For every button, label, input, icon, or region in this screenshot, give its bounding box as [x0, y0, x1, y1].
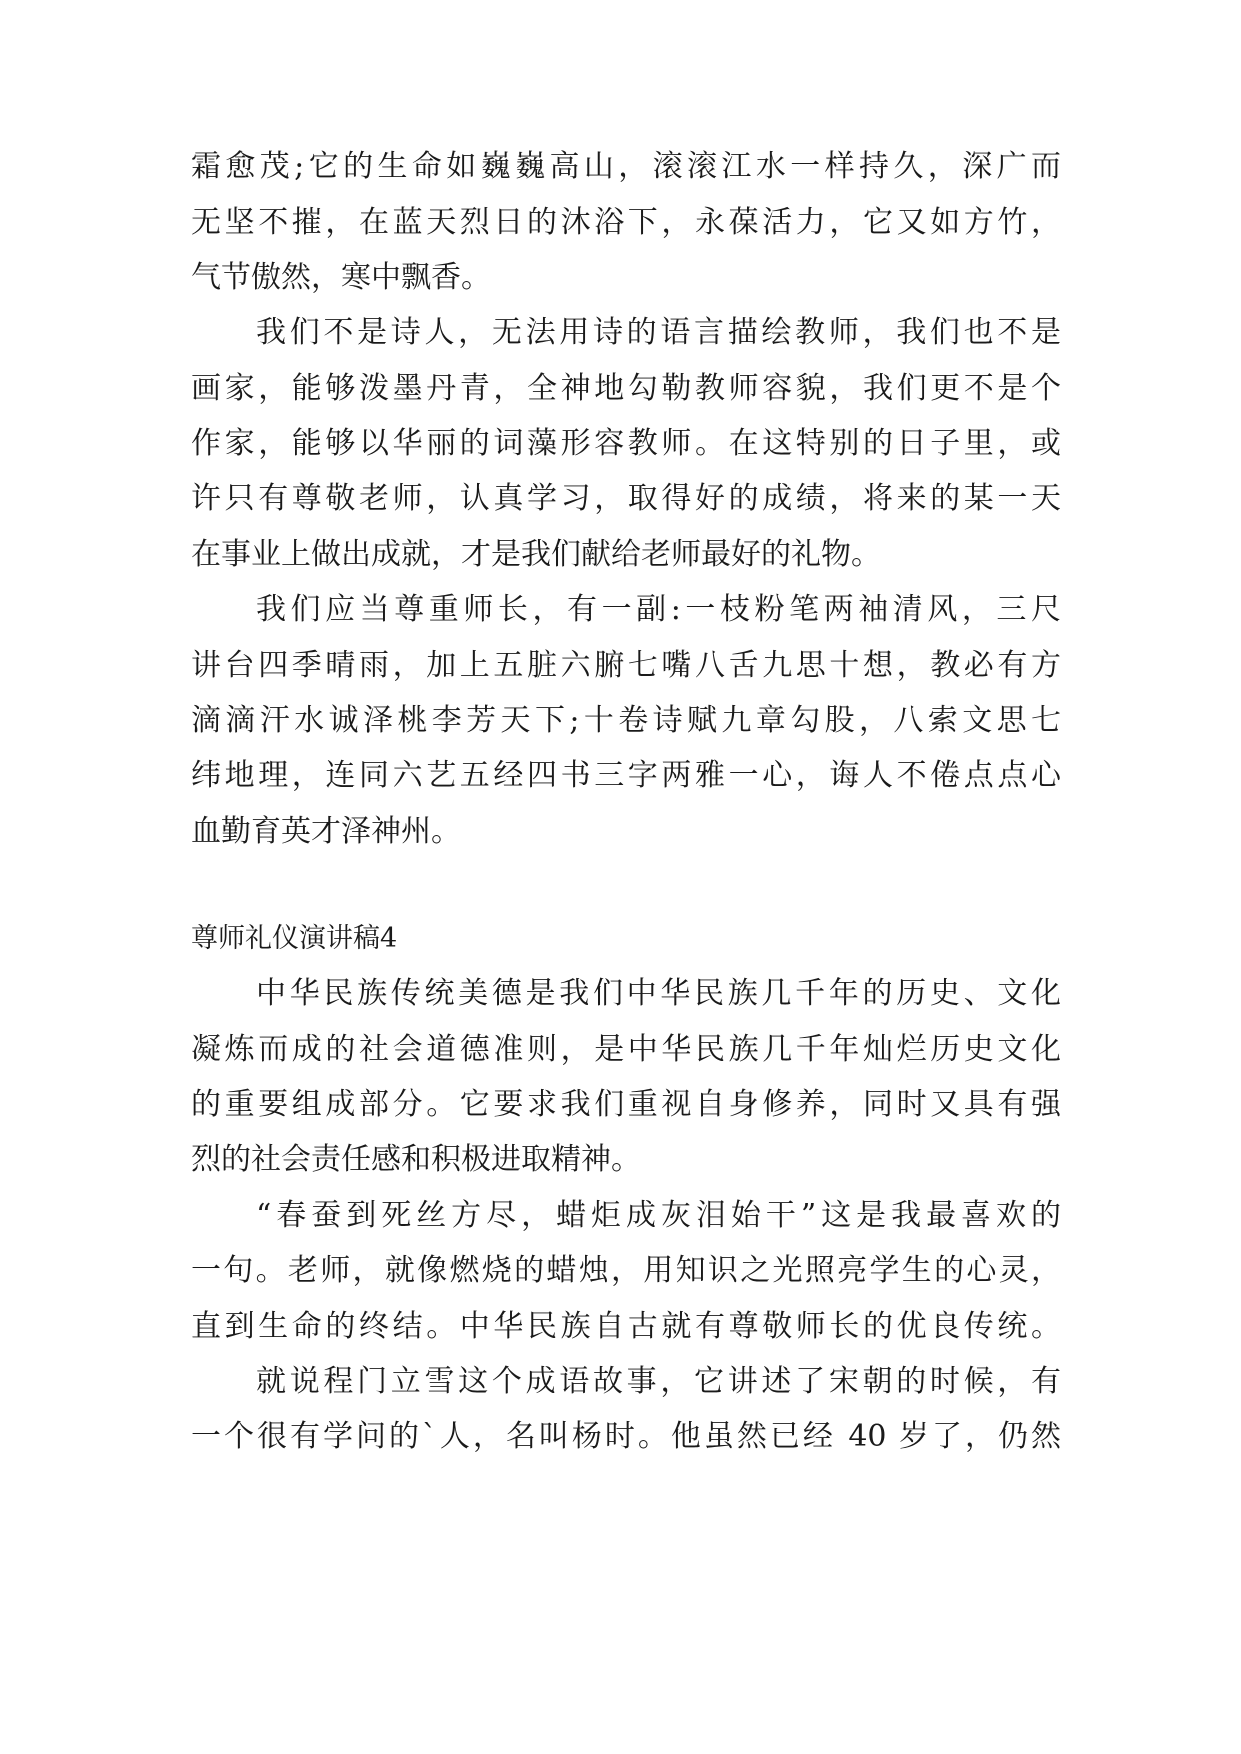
text-line: “春蚕到死丝方尽，蜡炬成灰泪始干”这是我最喜欢的 [256, 1198, 1061, 1233]
text-line: 我们不是诗人，无法用诗的语言描绘教师，我们也不是 [256, 315, 1061, 350]
text-line: 凝炼而成的社会道德准则，是中华民族几千年灿烂历史文化 [191, 1032, 1061, 1067]
text-line: 在事业上做出成就，才是我们献给老师最好的礼物。 [191, 537, 881, 572]
text-line: 我们应当尊重师长，有一副:一枝粉笔两袖清风，三尺 [256, 592, 1061, 627]
text-line: 纬地理，连同六艺五经四书三字两雅一心，诲人不倦点点心 [191, 758, 1061, 793]
text-line: 气节傲然，寒中飘香。 [191, 260, 491, 295]
text-line: 无坚不摧，在蓝天烈日的沐浴下，永葆活力，它又如方竹， [191, 205, 1061, 240]
text-line: 讲台四季晴雨，加上五脏六腑七嘴八舌九思十想，教必有方 [191, 648, 1061, 683]
text-line: 血勤育英才泽神州。 [191, 814, 461, 849]
text-line: 一个很有学问的`人，名叫杨时。他虽然已经 40 岁了，仍然 [191, 1419, 1061, 1454]
text-line: 一句。老师，就像燃烧的蜡烛，用知识之光照亮学生的心灵， [191, 1253, 1061, 1288]
text-line: 滴滴汗水诚泽桃李芳天下;十卷诗赋九章勾股，八索文思七 [191, 703, 1061, 738]
text-line: 作家，能够以华丽的词藻形容教师。在这特别的日子里，或 [191, 426, 1061, 461]
text-line: 霜愈茂;它的生命如巍巍高山，滚滚江水一样持久，深广而 [191, 149, 1061, 184]
text-line: 许只有尊敬老师，认真学习，取得好的成绩，将来的某一天 [191, 481, 1061, 516]
text-line: 就说程门立雪这个成语故事，它讲述了宋朝的时候，有 [256, 1364, 1061, 1399]
text-line: 中华民族传统美德是我们中华民族几千年的历史、文化 [256, 976, 1061, 1011]
text-line: 直到生命的终结。中华民族自古就有尊敬师长的优良传统。 [191, 1309, 1061, 1344]
text-line: 的重要组成部分。它要求我们重视自身修养，同时又具有强 [191, 1087, 1061, 1122]
text-line: 画家，能够泼墨丹青，全神地勾勒教师容貌，我们更不是个 [191, 371, 1061, 406]
section-heading: 尊师礼仪演讲稿4 [191, 923, 398, 954]
text-line: 烈的社会责任感和积极进取精神。 [191, 1142, 641, 1177]
